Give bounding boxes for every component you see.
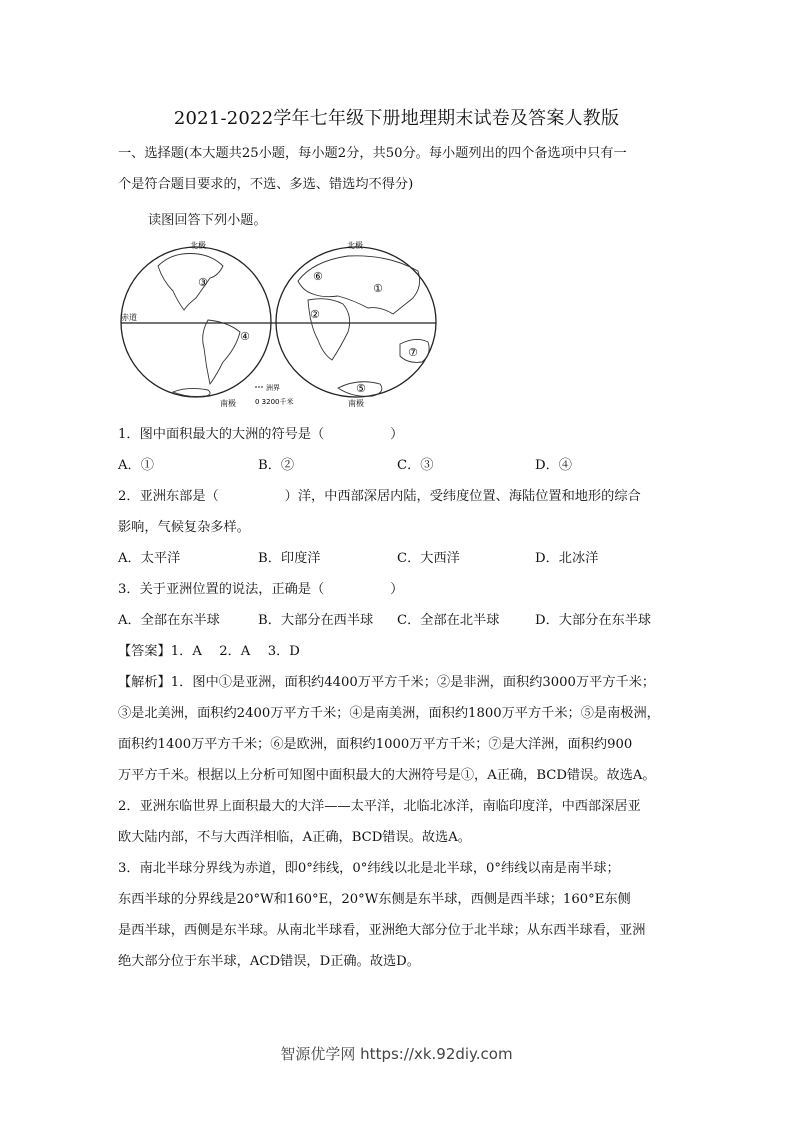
marker-4: ④ [240,330,250,343]
q3-option-b: B．大部分在西半球 [258,613,374,628]
q2-option-c: C．大西洋 [397,551,460,566]
question-2-stem: 2．亚洲东部是（ ）洋，中西部深居内陆，受纬度位置、海陆位置和地形的综合 [118,489,641,504]
marker-5: ⑤ [356,382,366,395]
site-footer-watermark: 智源优学网 https://xk.92diy.com [280,1045,513,1063]
answer-line: 【答案】1．A 2．A 3．D [118,644,300,659]
south-pole-label-left: 南极 [220,399,236,408]
analysis-line-6: 欧大陆内部，不与大西洋相临，A正确，BCD错误。故选A。 [118,830,471,845]
analysis-line-8: 东西半球的分界线是20°W和160°E，20°W东侧是东半球，西侧是西半球；160°E东侧 [118,892,631,907]
boundary-legend-label: 洲界 [266,384,280,392]
marker-7: ⑦ [408,346,418,359]
q1-option-d: D．④ [535,458,572,473]
question-2-stem-continued: 影响，气候复杂多样。 [118,520,250,535]
analysis-line-2: ③是北美洲，面积约2400万平方千米；④是南美洲，面积约1800万平方千米；⑤是南极洲， [118,706,660,721]
q2-option-d: D．北冰洋 [535,551,599,566]
north-pole-label-left: 北极 [190,241,206,250]
analysis-line-4: 万平方千米。根据以上分析可知图中面积最大的大洲符号是①，A正确，BCD错误。故选A。 [118,768,656,783]
analysis-line-3: 面积约1400万平方千米；⑥是欧洲，面积约1000万平方千米；⑦是大洋洲，面积约900 [118,737,633,752]
q2-option-b: B．印度洋 [258,551,321,566]
section-heading-line1: 一、选择题(本大题共25小题，每小题2分，共50分。每小题列出的四个备选项中只有一 [118,146,627,161]
scale-bar-label: 0 3200千米 [255,398,294,406]
marker-1: ① [373,282,383,295]
western-hemisphere-outline [121,247,271,397]
marker-2: ② [310,308,320,321]
analysis-line-1: 【解析】1．图中①是亚洲，面积约4400万平方千米；②是非洲，面积约3000万平方千米； [118,675,656,690]
analysis-line-5: 2．亚洲东临世界上面积最大的大洋——太平洋，北临北冰洋，南临印度洋，中西部深居亚 [118,799,641,814]
marker-3: ③ [198,276,208,289]
analysis-line-10: 绝大部分位于东半球，ACD错误，D正确。故选D。 [118,954,420,969]
section-heading-line2: 个是符合题目要求的，不选、多选、错选均不得分) [118,177,414,192]
q2-option-a: A．太平洋 [118,551,181,566]
north-pole-label-right: 北极 [347,241,363,250]
q1-option-c: C．③ [397,458,434,473]
q1-option-a: A．① [118,458,154,473]
equator-label: 赤道 [121,313,137,322]
q3-option-c: C．全部在北半球 [397,613,500,628]
question-1-stem: 1．图中面积最大的大洲的符号是（ ） [118,427,404,442]
page-title: 2021-2022学年七年级下册地理期末试卷及答案人教版 [173,108,620,129]
marker-6: ⑥ [313,270,323,283]
intro-text: 读图回答下列小题。 [148,213,267,228]
q3-option-a: A．全部在东半球 [118,613,220,628]
q1-option-b: B．② [258,458,295,473]
analysis-line-9: 是西半球，西侧是东半球。从南北半球看，亚洲绝大部分位于北半球；从东西半球看，亚洲 [118,923,646,938]
eurasia-shape [298,256,420,314]
question-3-stem: 3．关于亚洲位置的说法，正确是（ ） [118,582,404,597]
hemispheres-map [118,236,443,412]
analysis-line-7: 3．南北半球分界线为赤道，即0°纬线，0°纬线以北是北半球，0°纬线以南是南半球； [118,861,620,876]
q3-option-d: D．大部分在东半球 [535,613,652,628]
eastern-hemisphere-outline [276,247,436,397]
north-america-shape [158,254,223,311]
south-america-shape [203,320,240,384]
south-pole-label-right: 南极 [348,399,364,408]
